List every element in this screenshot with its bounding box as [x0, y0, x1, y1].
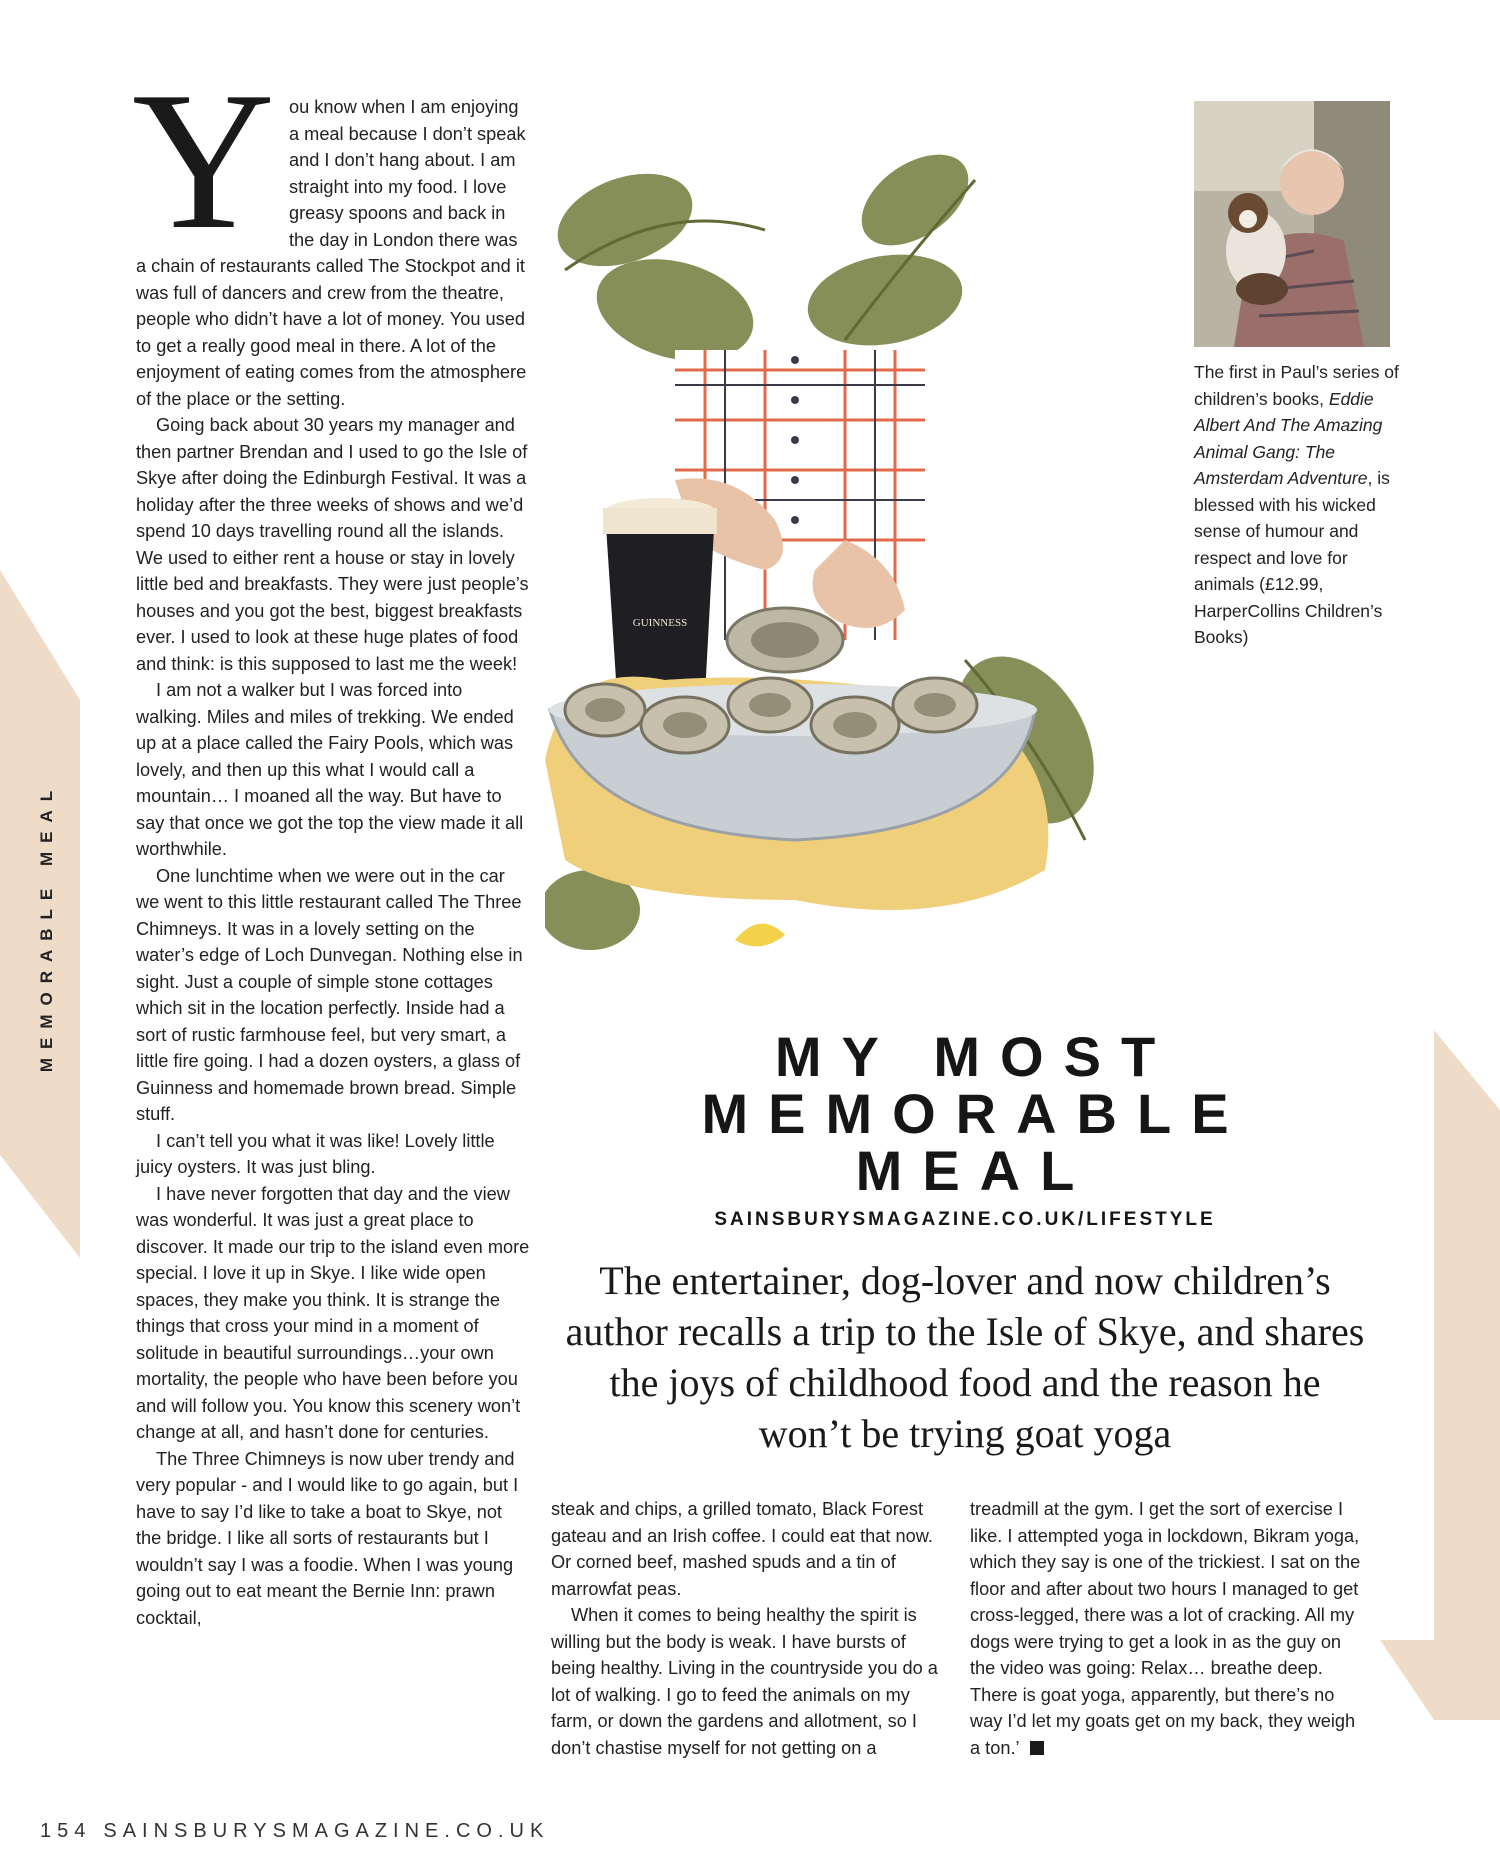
- standfirst: The entertainer, dog-lover and now children’s author recalls a trip to the Isle of Skye, and shares the joys of childhood food and the reason he won’t be trying goat yoga: [565, 1258, 1365, 1456]
- headline: [560, 1025, 1370, 1202]
- page-footer: [40, 1820, 549, 1843]
- article-column-2: [551, 1496, 946, 1761]
- glass-label: GUINNESS: [632, 617, 688, 629]
- paragraph: I have never forgotten that day and the view was wonderful. It was just a great place to discover. It made our trip to the island even more special. I love it up in Skye. I like wide open spaces, they make you think. It is strange the things that cross your mind in a moment of solitude in beautiful surroundings…your own mortality, the people who have been before you and will follow you. You know this scenery won’t change at all, and hasn’t done for centuries.: [136, 1183, 530, 1442]
- paragraph: steak and chips, a grilled tomato, Black Forest gateau and an Irish coffee. I could eat that now. Or corned beef, mashed spuds and a tin of marrowfat peas.: [551, 1499, 933, 1599]
- article-column-3: [970, 1496, 1365, 1761]
- right-accent-shape: [1380, 0, 1500, 1849]
- book-title: Eddie Albert And The Amazing Animal Gang: The Amsterdam Adventure: [1194, 388, 1383, 488]
- paragraph: treadmill at the gym. I get the sort of exercise I like. I attempted yoga in lockdown, Bikram yoga, which they say is one of the trickiest. I sat on the floor and after about two hours I managed to get cross-legged, there was a lot of cracking. All my dogs were trying to get a look in as the guy on the video was going: Relax… breathe deep. There is goat yoga, apparently, but there’s no way I’d let my goats get on my back, they weigh a ton.’: [970, 1499, 1361, 1758]
- paragraph: Going back about 30 years my manager and then partner Brendan and I used to go the Isle of Skye after doing the Edinburgh Festival. It was a holiday after the three weeks of shows and we’d spend 10 days travelling round all the islands. We used to either rent a house or stay in lovely little bed and breakfasts. They were just people’s houses and you got the best, biggest breakfasts ever. I used to look at these huge plates of food and think: is this supposed to last me the week!: [136, 415, 529, 674]
- author-photo: [1194, 101, 1390, 347]
- drop-cap: Y: [132, 51, 275, 270]
- paragraph: When it comes to being healthy the spirit is willing but the body is weak. I have bursts of being healthy. Living in the countryside you do a lot of walking. I go to feed the animals on my farm, or down the gardens and allotment, so I don’t chastise myself for not getting on a: [551, 1605, 938, 1758]
- footer-site: SAINSBURYSMAGAZINE.CO.UK: [103, 1820, 550, 1842]
- paragraph: The Three Chimneys is now uber trendy and very popular - and I would like to go again, but I have to say I’d like to take a boat to Skye, not the bridge. I like all sorts of restaurants but I wouldn’t say I was a foodie. When I was young going out to eat meant the Bernie Inn: prawn cocktail,: [136, 1448, 519, 1628]
- headline-line: MEAL: [855, 1139, 1095, 1202]
- page-number: 154: [40, 1820, 92, 1842]
- headline-line: MEMORABLE: [701, 1082, 1249, 1145]
- article-column-1: [132, 51, 531, 1631]
- photo-caption: The first in Paul’s series of children’s books, Eddie Albert And The Amazing Animal Gang: The Amsterdam Adventure, is blessed with his wicked sense of humour and respect and love for animals (£12.99, HarperCollins Children’s Books): [1194, 362, 1399, 647]
- headline-line: MY MOST: [774, 1025, 1176, 1088]
- paragraph: One lunchtime when we were out in the car we went to this little restaurant called The Three Chimneys. It was in a lovely setting on the water’s edge of Loch Dunvegan. Nothing else in sight. Just a couple of simple stone cottages which sit in the location perfectly. Inside had a sort of rustic farmhouse feel, but very smart, a little fire going. I had a dozen oysters, a glass of Guinness and homemade brown bread. Simple stuff.: [136, 865, 523, 1124]
- paragraph: I can’t tell you what it was like! Lovely little juicy oysters. It was just bling.: [136, 1130, 495, 1177]
- paragraph: ou know when I am enjoying a meal because I don’t speak and I don’t hang about. I am straight into my food. I love greasy spoons and back in the day in London there was a chain of restaurants called The Stockpot and it was full of dancers and crew from the theatre, people who didn’t have a lot of money. You used to get a really good meal in there. A lot of the enjoyment of eating comes from the atmosphere of the place or the setting.: [136, 97, 527, 409]
- paragraph: I am not a walker but I was forced into walking. Miles and miles of trekking. We ended up at a place called the Fairy Pools, which was lovely, and then up this what I would call a mountain… I moaned all the way. But have to say that once we got the top the view made it all worthwhile.: [136, 680, 524, 859]
- end-mark: [1030, 1741, 1044, 1755]
- web-link[interactable]: SAINSBURYSMAGAZINE.CO.UK/LIFESTYLE: [714, 1209, 1216, 1230]
- section-label: MEMORABLE MEAL: [37, 781, 57, 1073]
- oysters-illustration: [545, 140, 1095, 960]
